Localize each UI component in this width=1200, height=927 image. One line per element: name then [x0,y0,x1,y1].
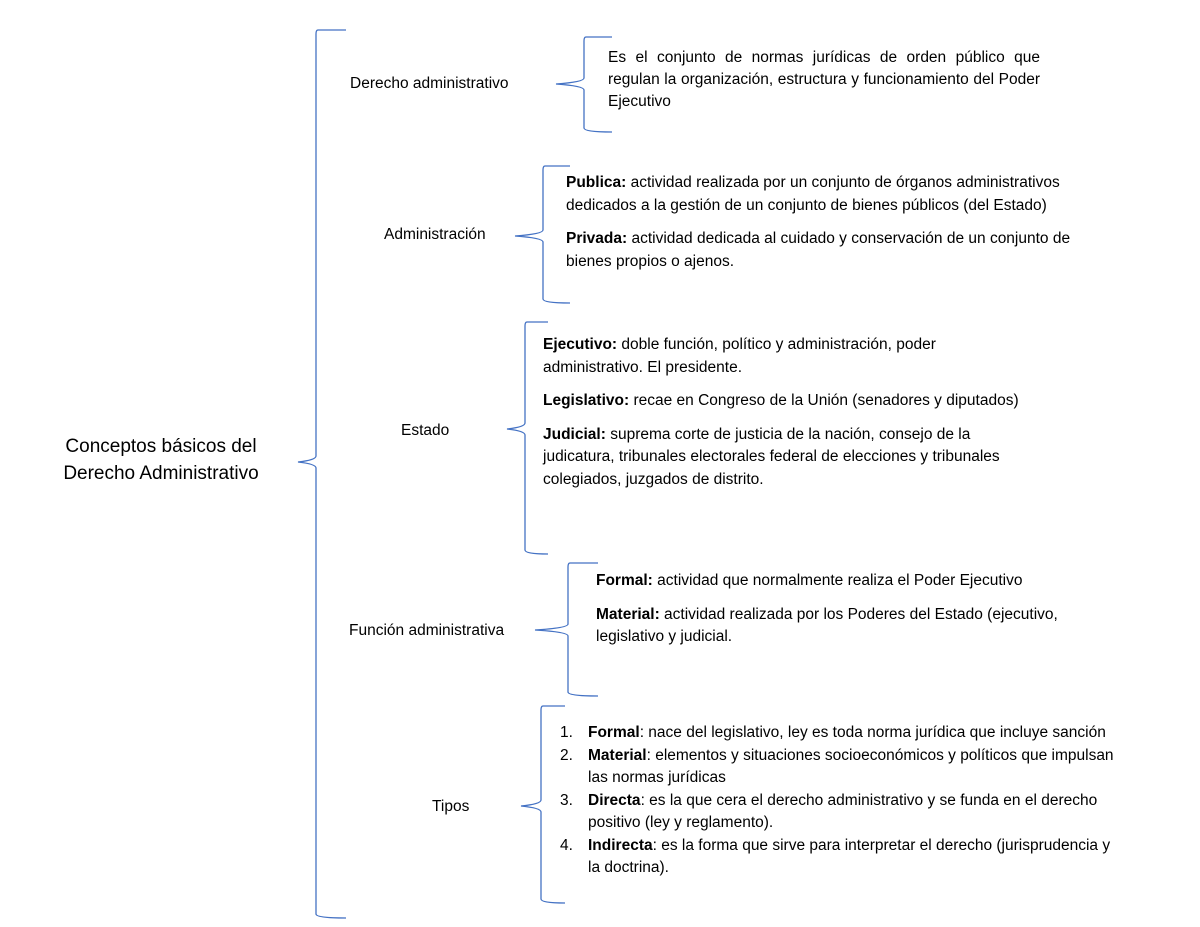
tipos-term-formal: Formal [588,724,640,741]
term-legislativo: Legislativo: [543,392,630,409]
tipos-number: 4. [560,836,573,854]
desc-publica: actividad realizada por un conjunto de órganos administrativos dedicados a la gestión de un conjunto de bienes públicos (del Estado) [566,174,1060,214]
root-title-line-2: Derecho Administrativo [63,463,259,484]
term-publica: Publica: [566,174,627,191]
estado-details [543,334,1025,491]
funcion-item-material [596,604,1066,649]
tipos-list [560,722,1122,880]
tipos-item-directa [560,790,1122,835]
branch-label-derecho-administrativo: Derecho administrativo [350,75,509,92]
funcion-administrativa-details [596,570,1066,649]
estado-item-judicial [543,424,1025,492]
main-bracket [298,30,346,918]
desc-material: actividad realizada por los Poderes del Estado (ejecutivo, legislativo y judicial. [596,605,1058,645]
funcion-item-formal [596,570,1066,593]
term-ejecutivo: Ejecutivo: [543,336,618,353]
tipos-term-directa: Directa [588,791,641,809]
bracket-administracion [515,166,570,303]
term-judicial: Judicial: [543,425,606,443]
bracket-derecho-administrativo [556,37,612,132]
tipos-number: 3. [560,791,573,809]
branch-label-funcion-administrativa: Función administrativa [349,622,505,639]
bracket-funcion-administrativa [535,563,598,696]
branch-label-tipos: Tipos [432,798,470,815]
root-title-line-1: Conceptos básicos del [65,436,257,457]
desc-privada: actividad dedicada al cuidado y conservación de un conjunto de bienes propios o ajenos. [566,230,1071,270]
tipos-desc-material: : elementos y situaciones socioeconómicos y políticos que impulsan las normas jurídicas [588,746,1114,786]
desc-legislativo: recae en Congreso de la Unión (senadores y diputados) [629,392,1019,409]
estado-item-legislativo [543,390,1025,413]
bracket-estado [507,322,548,554]
tipos-desc-formal: : nace del legislativo, ley es toda norma jurídica que incluye sanción [639,724,1106,741]
tipos-desc-directa: : es la que cera el derecho administrativo y se funda en el derecho positivo (ley y reglamento). [588,791,1098,831]
term-privada: Privada: [566,230,628,247]
term-material: Material: [596,605,660,623]
estado-item-ejecutivo [543,334,1025,379]
branch-label-estado: Estado [401,422,450,439]
desc-ejecutivo: doble función, político y administración, poder administrativo. El presidente. [543,336,936,376]
tipos-number: 2. [560,746,573,764]
tipos-item-indirecta [560,835,1122,880]
tipos-term-material: Material [588,746,647,764]
tipos-item-formal [560,722,1122,745]
tipos-item-material [560,745,1122,790]
administracion-item-privada [566,228,1086,273]
tipos-number: 1. [560,724,573,741]
tipos-term-indirecta: Indirecta [588,836,653,854]
branch-label-administracion: Administración [384,226,486,243]
administracion-item-publica [566,172,1086,217]
desc-formal: actividad que normalmente realiza el Poder Ejecutivo [652,572,1023,589]
desc-judicial: suprema corte de justicia de la nación, consejo de la judicatura, tribunales electorales federal de elecciones y tribunales colegiados, juzgados de distrito. [543,425,1000,488]
tipos-desc-indirecta: : es la forma que sirve para interpretar el derecho (jurisprudencia y la doctrina). [588,836,1111,876]
bracket-tipos [521,706,565,903]
term-formal: Formal: [596,572,653,589]
definition-derecho-administrativo: Es el conjunto de normas jurídicas de orden público que regulan la organización, estructura y funcionamiento del Poder Ejecutivo [608,49,1040,110]
administracion-details [566,172,1086,273]
root-title [36,433,286,487]
